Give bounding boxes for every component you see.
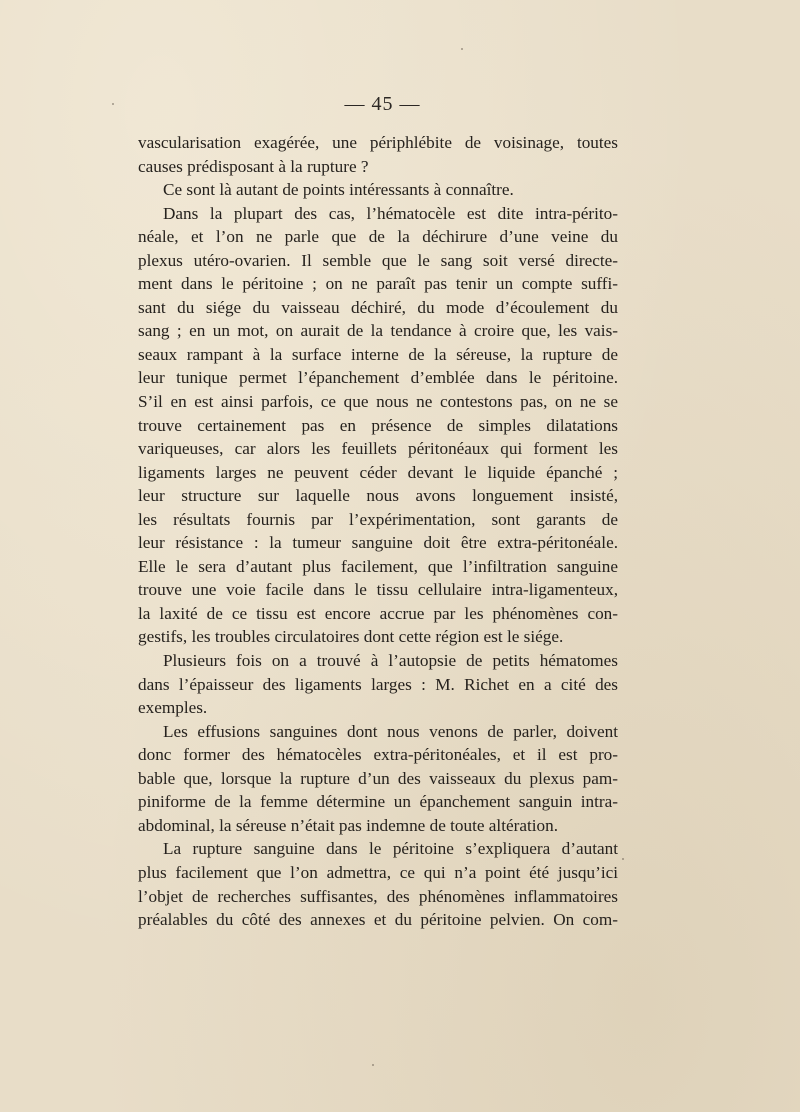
text-line: seaux rampant à la surface interne de la séreuse, la rupture de	[138, 344, 618, 364]
text-line: La rupture sanguine dans le péritoine s’expliquera d’autant	[163, 839, 618, 859]
text-line: ment dans le péritoine ; on ne paraît pas tenir un compte suffi-	[138, 274, 618, 294]
paper-speck	[112, 103, 114, 105]
text-line: néale, et l’on ne parle que de la déchirure d’une veine du	[138, 227, 618, 247]
text-line: causes prédisposant à la rupture ?	[138, 156, 369, 176]
text-line: Dans la plupart des cas, l’hématocèle est dite intra-périto-	[163, 203, 618, 223]
text-line: l’objet de recherches suffisantes, des phénomènes inflammatoires	[138, 886, 618, 906]
text-line: les résultats fournis par l’expérimentation, sont garants de	[138, 509, 618, 529]
text-line: Plusieurs fois on a trouvé à l’autopsie de petits hématomes	[163, 651, 618, 671]
text-line: exemples.	[138, 698, 208, 718]
text-line: ligaments larges ne peuvent céder devant le liquide épanché ;	[138, 462, 618, 482]
text-line: trouve une voie facile dans le tissu cellulaire intra-ligamenteux,	[138, 580, 618, 600]
text-line: variqueuses, car alors les feuillets péritonéaux qui forment les	[138, 439, 618, 459]
paper-speck	[622, 858, 624, 860]
text-line: donc former des hématocèles extra-péritonéales, et il est pro-	[138, 745, 618, 765]
body-text	[138, 131, 618, 932]
text-line: leur résistance : la tumeur sanguine doit être extra-péritonéale.	[138, 533, 618, 553]
text-line: Elle le sera d’autant plus facilement, que l’infiltration sanguine	[138, 556, 618, 576]
text-line: piniforme de la femme détermine un épanchement sanguin intra-	[138, 792, 618, 812]
text-line: trouve certainement pas en présence de simples dilatations	[138, 415, 618, 435]
text-line: bable que, lorsque la rupture d’un des vaisseaux du plexus pam-	[138, 768, 618, 788]
text-line: plexus utéro-ovarien. Il semble que le sang soit versé directe-	[138, 250, 618, 270]
page-number: — 45 —	[344, 93, 421, 115]
text-line: dans l’épaisseur des ligaments larges : M. Richet en a cité des	[138, 674, 618, 694]
text-line: leur structure sur laquelle nous avons longuement insisté,	[138, 486, 618, 506]
text-line: la laxité de ce tissu est encore accrue par les phénomènes con-	[138, 603, 618, 623]
text-line: Les effusions sanguines dont nous venons de parler, doivent	[163, 721, 618, 741]
text-line: gestifs, les troubles circulatoires dont cette région est le siége.	[138, 627, 564, 647]
text-line: sant du siége du vaisseau déchiré, du mode d’écoulement du	[138, 297, 618, 317]
text-line: vascularisation exagérée, une périphlébite de voisinage, toutes	[138, 133, 618, 152]
text-line: S’il en est ainsi parfois, ce que nous ne contestons pas, on ne se	[138, 392, 618, 412]
paper-speck	[372, 1064, 374, 1066]
text-line: plus facilement que l’on admettra, ce qui n’a point été jusqu’ici	[138, 862, 618, 882]
text-line: Ce sont là autant de points intéressants à connaître.	[163, 180, 514, 200]
text-line: préalables du côté des annexes et du péritoine pelvien. On com-	[138, 910, 618, 930]
text-line: abdominal, la séreuse n’était pas indemne de toute altération.	[138, 815, 558, 835]
paper-speck	[461, 48, 463, 50]
text-line: leur tunique permet l’épanchement d’emblée dans le péritoine.	[138, 368, 618, 388]
text-line: sang ; en un mot, on aurait de la tendance à croire que, les vais-	[138, 321, 618, 341]
